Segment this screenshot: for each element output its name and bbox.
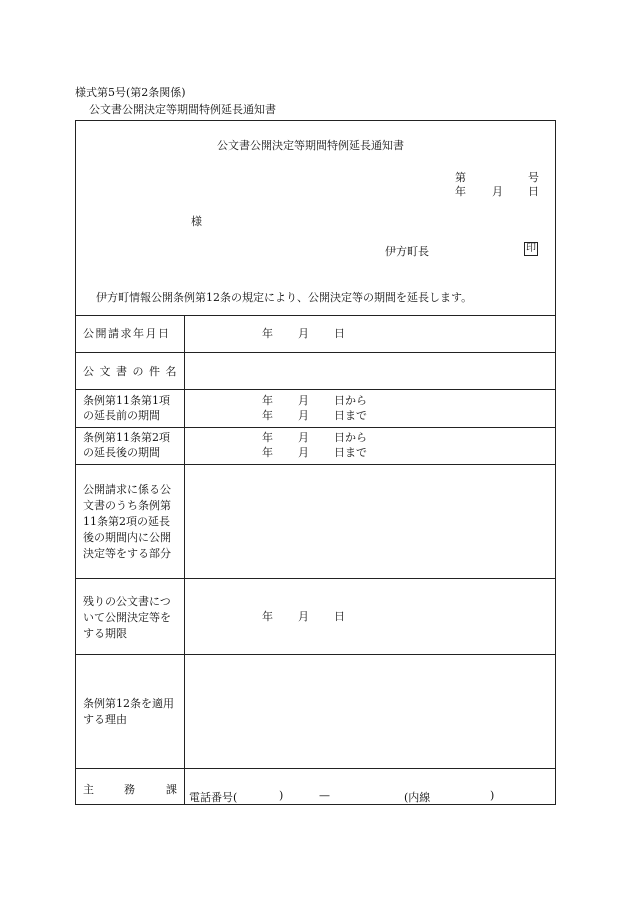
label-line: 公開請求に係る公 <box>83 483 171 496</box>
request-month-label: 月 <box>298 327 309 340</box>
issue-year-label: 年 <box>455 185 466 198</box>
after-start-month-label: 月 <box>298 431 309 444</box>
before-start-month-label: 月 <box>298 394 309 407</box>
phone-dash: — <box>319 789 330 802</box>
addressee-suffix: 様 <box>191 215 202 228</box>
before-period-label-1: 条例第11条第1項 <box>83 394 170 407</box>
label-line: 後の期間内に公開 <box>83 531 171 544</box>
label-line: する理由 <box>83 713 127 726</box>
document-name-field[interactable] <box>185 353 556 389</box>
table-top-border <box>76 315 555 316</box>
before-start-year-label: 年 <box>262 394 273 407</box>
after-end-month-label: 月 <box>298 446 309 459</box>
department-label-char-3: 課 <box>166 783 177 796</box>
label-line: 残りの公文書につ <box>83 595 171 608</box>
partial-disclosure-field[interactable] <box>185 465 556 578</box>
notice-body: 伊方町情報公開条例第12条の規定により、公開決定等の期間を延長します。 <box>96 291 473 304</box>
after-end-year-label: 年 <box>262 446 273 459</box>
form-number: 様式第5号(第2条関係) <box>75 86 186 99</box>
after-start-year-label: 年 <box>262 431 273 444</box>
issue-day-label: 日 <box>528 185 539 198</box>
seal-mark: 印 <box>526 243 536 254</box>
extension-label: (内線 <box>404 791 431 804</box>
issuer-name: 伊方町長 <box>385 245 429 258</box>
request-date-label: 公開請求年月日 <box>83 327 171 340</box>
after-start-day-label: 日から <box>334 431 367 444</box>
number-suffix: 号 <box>528 171 539 184</box>
remaining-deadline-label <box>83 594 171 642</box>
after-end-day-label: 日まで <box>334 446 367 459</box>
remaining-day-label: 日 <box>334 610 345 623</box>
label-line: 文書のうち条例第 <box>83 499 171 512</box>
remaining-year-label: 年 <box>262 610 273 623</box>
issue-month-label: 月 <box>492 185 503 198</box>
label-line: 決定等をする部分 <box>83 547 171 560</box>
phone-label: 電話番号( <box>189 791 238 804</box>
department-label-char-1: 主 <box>83 783 94 796</box>
extension-paren-close: ) <box>490 789 495 802</box>
reason-field[interactable] <box>185 655 556 768</box>
row-divider <box>76 389 555 390</box>
request-day-label: 日 <box>334 327 345 340</box>
remaining-month-label: 月 <box>298 610 309 623</box>
after-period-label-2: の延長後の期間 <box>83 446 160 459</box>
before-period-label-2: の延長前の期間 <box>83 409 160 422</box>
document-name-label: 公文書の件名 <box>83 365 182 378</box>
request-year-label: 年 <box>262 327 273 340</box>
phone-paren-close: ) <box>279 789 284 802</box>
before-start-day-label: 日から <box>334 394 367 407</box>
label-line: 条例第12条を適用 <box>83 697 174 710</box>
row-divider <box>76 578 555 579</box>
label-line: いて公開決定等を <box>83 611 171 624</box>
label-line: する期限 <box>83 627 127 640</box>
row-divider <box>76 427 555 428</box>
reason-label <box>83 696 174 728</box>
form-title: 公文書公開決定等期間特例延長通知書 <box>89 103 276 116</box>
notice-title: 公文書公開決定等期間特例延長通知書 <box>217 139 404 152</box>
notice-form <box>75 120 556 805</box>
before-end-day-label: 日まで <box>334 409 367 422</box>
before-end-year-label: 年 <box>262 409 273 422</box>
partial-disclosure-label <box>83 482 171 562</box>
number-prefix: 第 <box>455 171 466 184</box>
label-line: 11条第2項の延長 <box>83 515 170 528</box>
department-field[interactable] <box>185 769 556 805</box>
before-end-month-label: 月 <box>298 409 309 422</box>
department-label-char-2: 務 <box>124 783 135 796</box>
after-period-label-1: 条例第11条第2項 <box>83 431 170 444</box>
